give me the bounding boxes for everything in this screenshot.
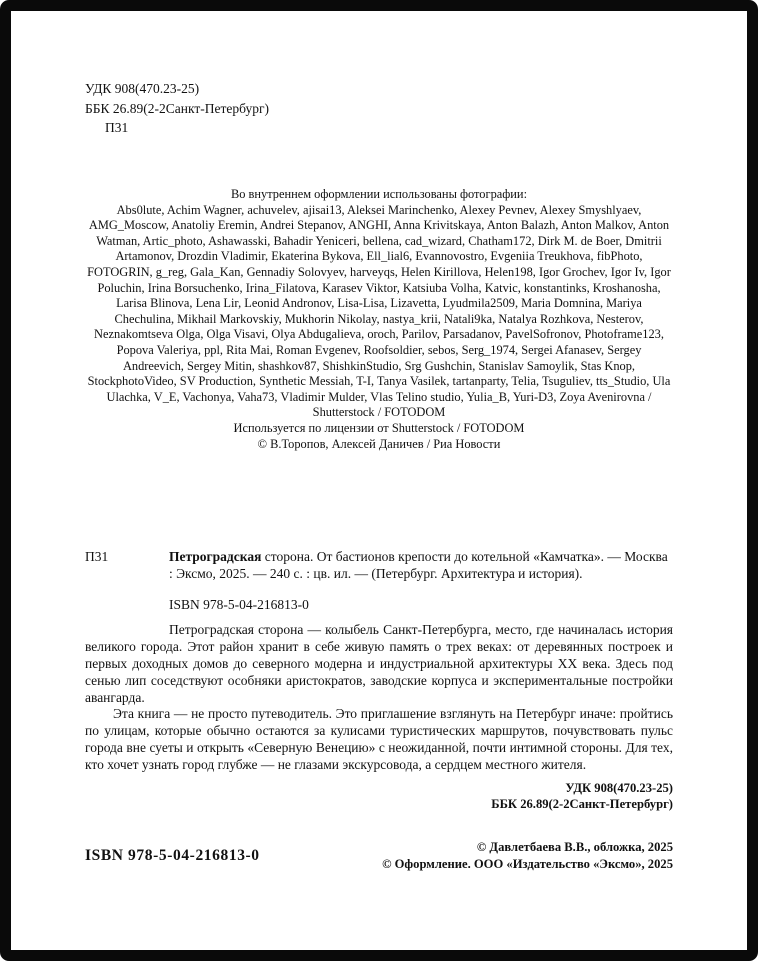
catalog-card — [85, 549, 673, 813]
catalog-entry — [169, 549, 673, 583]
bbk-code-right: ББК 26.89(2-2Санкт-Петербург) — [491, 797, 673, 812]
isbn-footer: ISBN 978-5-04-216813-0 — [85, 846, 260, 864]
photo-credits-heading: Во внутреннем оформлении использованы фотографии: — [230, 187, 528, 201]
book-title-lead: Петроградская — [169, 549, 262, 564]
annotation-paragraph-2: Эта книга — не просто путеводитель. Это приглашение взглянуть на Петербург иначе: пройтись по улицам, которые обычно остаются за кулисами туристических маршрутов, почувствовать пульс города вне суеты и открыть «Северную Венецию» с неожиданной, почти интимной стороны. Для тех, кто хочет узнать город глубже — не глазами экскурсовода, а сердцем местного жителя. — [85, 706, 673, 772]
author-sign-top: П31 — [105, 120, 129, 135]
copyright-design: © Оформление. ООО «Издательство «Эксмо», 2025 — [382, 856, 673, 871]
photo-credits-license: Используется по лицензии от Shutterstock / FOTODOM — [233, 420, 525, 435]
annotation — [85, 622, 673, 773]
bbk-code-top: ББК 26.89(2-2Санкт-Петербург) — [85, 100, 270, 116]
photo-credits-block — [85, 187, 673, 452]
photo-credits-copyright: © В.Торопов, Алексей Даничев / Риа Новости — [257, 436, 501, 451]
photo-credits-names: Abs0lute, Achim Wagner, achuvelev, ajisai13, Aleksei Marinchenko, Alexey Pevnev, Alexey Smyshlyaev, AMG_Moscow, Anatoliy Eremin, Andrei Stepanov, ANGHI, Anna Krivitskaya, Anton Balazh, Anton Malkov, Anton Watman, Artic_photo, Ashawasski, Bahadir Yeniceri, bellena, cad_wizard, Chatham172, Dirk M. de Boer, Dmitrii Artamonov, Drozdin Vladimir, Ekaterina Bykova, Ell_lial6, Evannovostro, Evgeniia Treukhova, fibPhoto, FOTOGRIN, g_reg, Gala_Kan, Gennadiy Solovyev, harveyqs, Helen Kirillova, Helen198, Igor Grochev, Igor Iv, Igor Poluchin, Irina Borsuchenko, Irina_Filatova, Karasev Viktor, Katsiuba Volha, Katvic, konstantinks, Kroshanosha, Larisa Blinova, Lena Lir, Leonid Andronov, Lisa-Lisa, Lizavetta, Lyudmila2509, Maria Domnina, Mariya Chechulina, Mikhail Markovskiy, Mukhorin Nikolay, nastya_krii, Natali9ka, Natalya Rozhkova, Nesterov, Neznakomtseva Olga, Olga Visavi, Olya Abdugalieva, oroch, Parilov, Parsadanov, PavelSofronov, Photoframe123, Popova Valeriya, ppl, Rita Mai, Roman Evgenev, Roofsoldier, sebos, Serg_1974, Sergei Afanasev, Sergey Andreevich, Sergey Mitin, shashkov87, ShishkinStudio, Srg Gushchin, Stanislav Samoylik, Stas Knop, StockphotoVideo, SV Production, Synthetic Messiah, T-I, Tanya Vasilek, tartanparty, Telia, Tsuguliev, tts_Studio, Ula Ulachka, V_E, Vachonya, Vaha73, Vladimir Mulder, Vlas Telino studio, Yulia_B, Yuri-D3, Zoya Avenirovna / Shutterstock / FOTODOM — [87, 202, 671, 420]
annotation-paragraph-1: Петроградская сторона — колыбель Санкт-Петербурга, место, где начиналась история великого города. Этот район хранит в себе живую память о трех веках: от деревянных построек и первых доходных домов до северного модерна и индустриальной архитектуры XX века. Здесь под сенью лип соседствуют особняки аристократов, заводские корпуса и экспериментальные постройки авангарда. — [85, 622, 673, 705]
udk-code-right: УДК 908(470.23-25) — [565, 780, 673, 795]
footer — [85, 839, 673, 873]
footer-copyrights — [382, 839, 673, 873]
udk-code-top: УДК 908(470.23-25) — [85, 81, 200, 96]
isbn-catalog: ISBN 978-5-04-216813-0 — [169, 596, 309, 612]
catalog-entry-text: сторона. От бастионов крепости до котельной «Камчатка». — Москва : Эксмо, 2025. — 240 с. : цв. ил. — (Петербург. Архитектура и история). — [169, 549, 668, 581]
copyright-cover: © Давлетбаева В.В., обложка, 2025 — [476, 840, 673, 854]
author-sign-catalog: П31 — [85, 549, 109, 564]
bibliographic-codes-right — [85, 780, 673, 813]
top-bibliographic-codes — [85, 79, 269, 138]
